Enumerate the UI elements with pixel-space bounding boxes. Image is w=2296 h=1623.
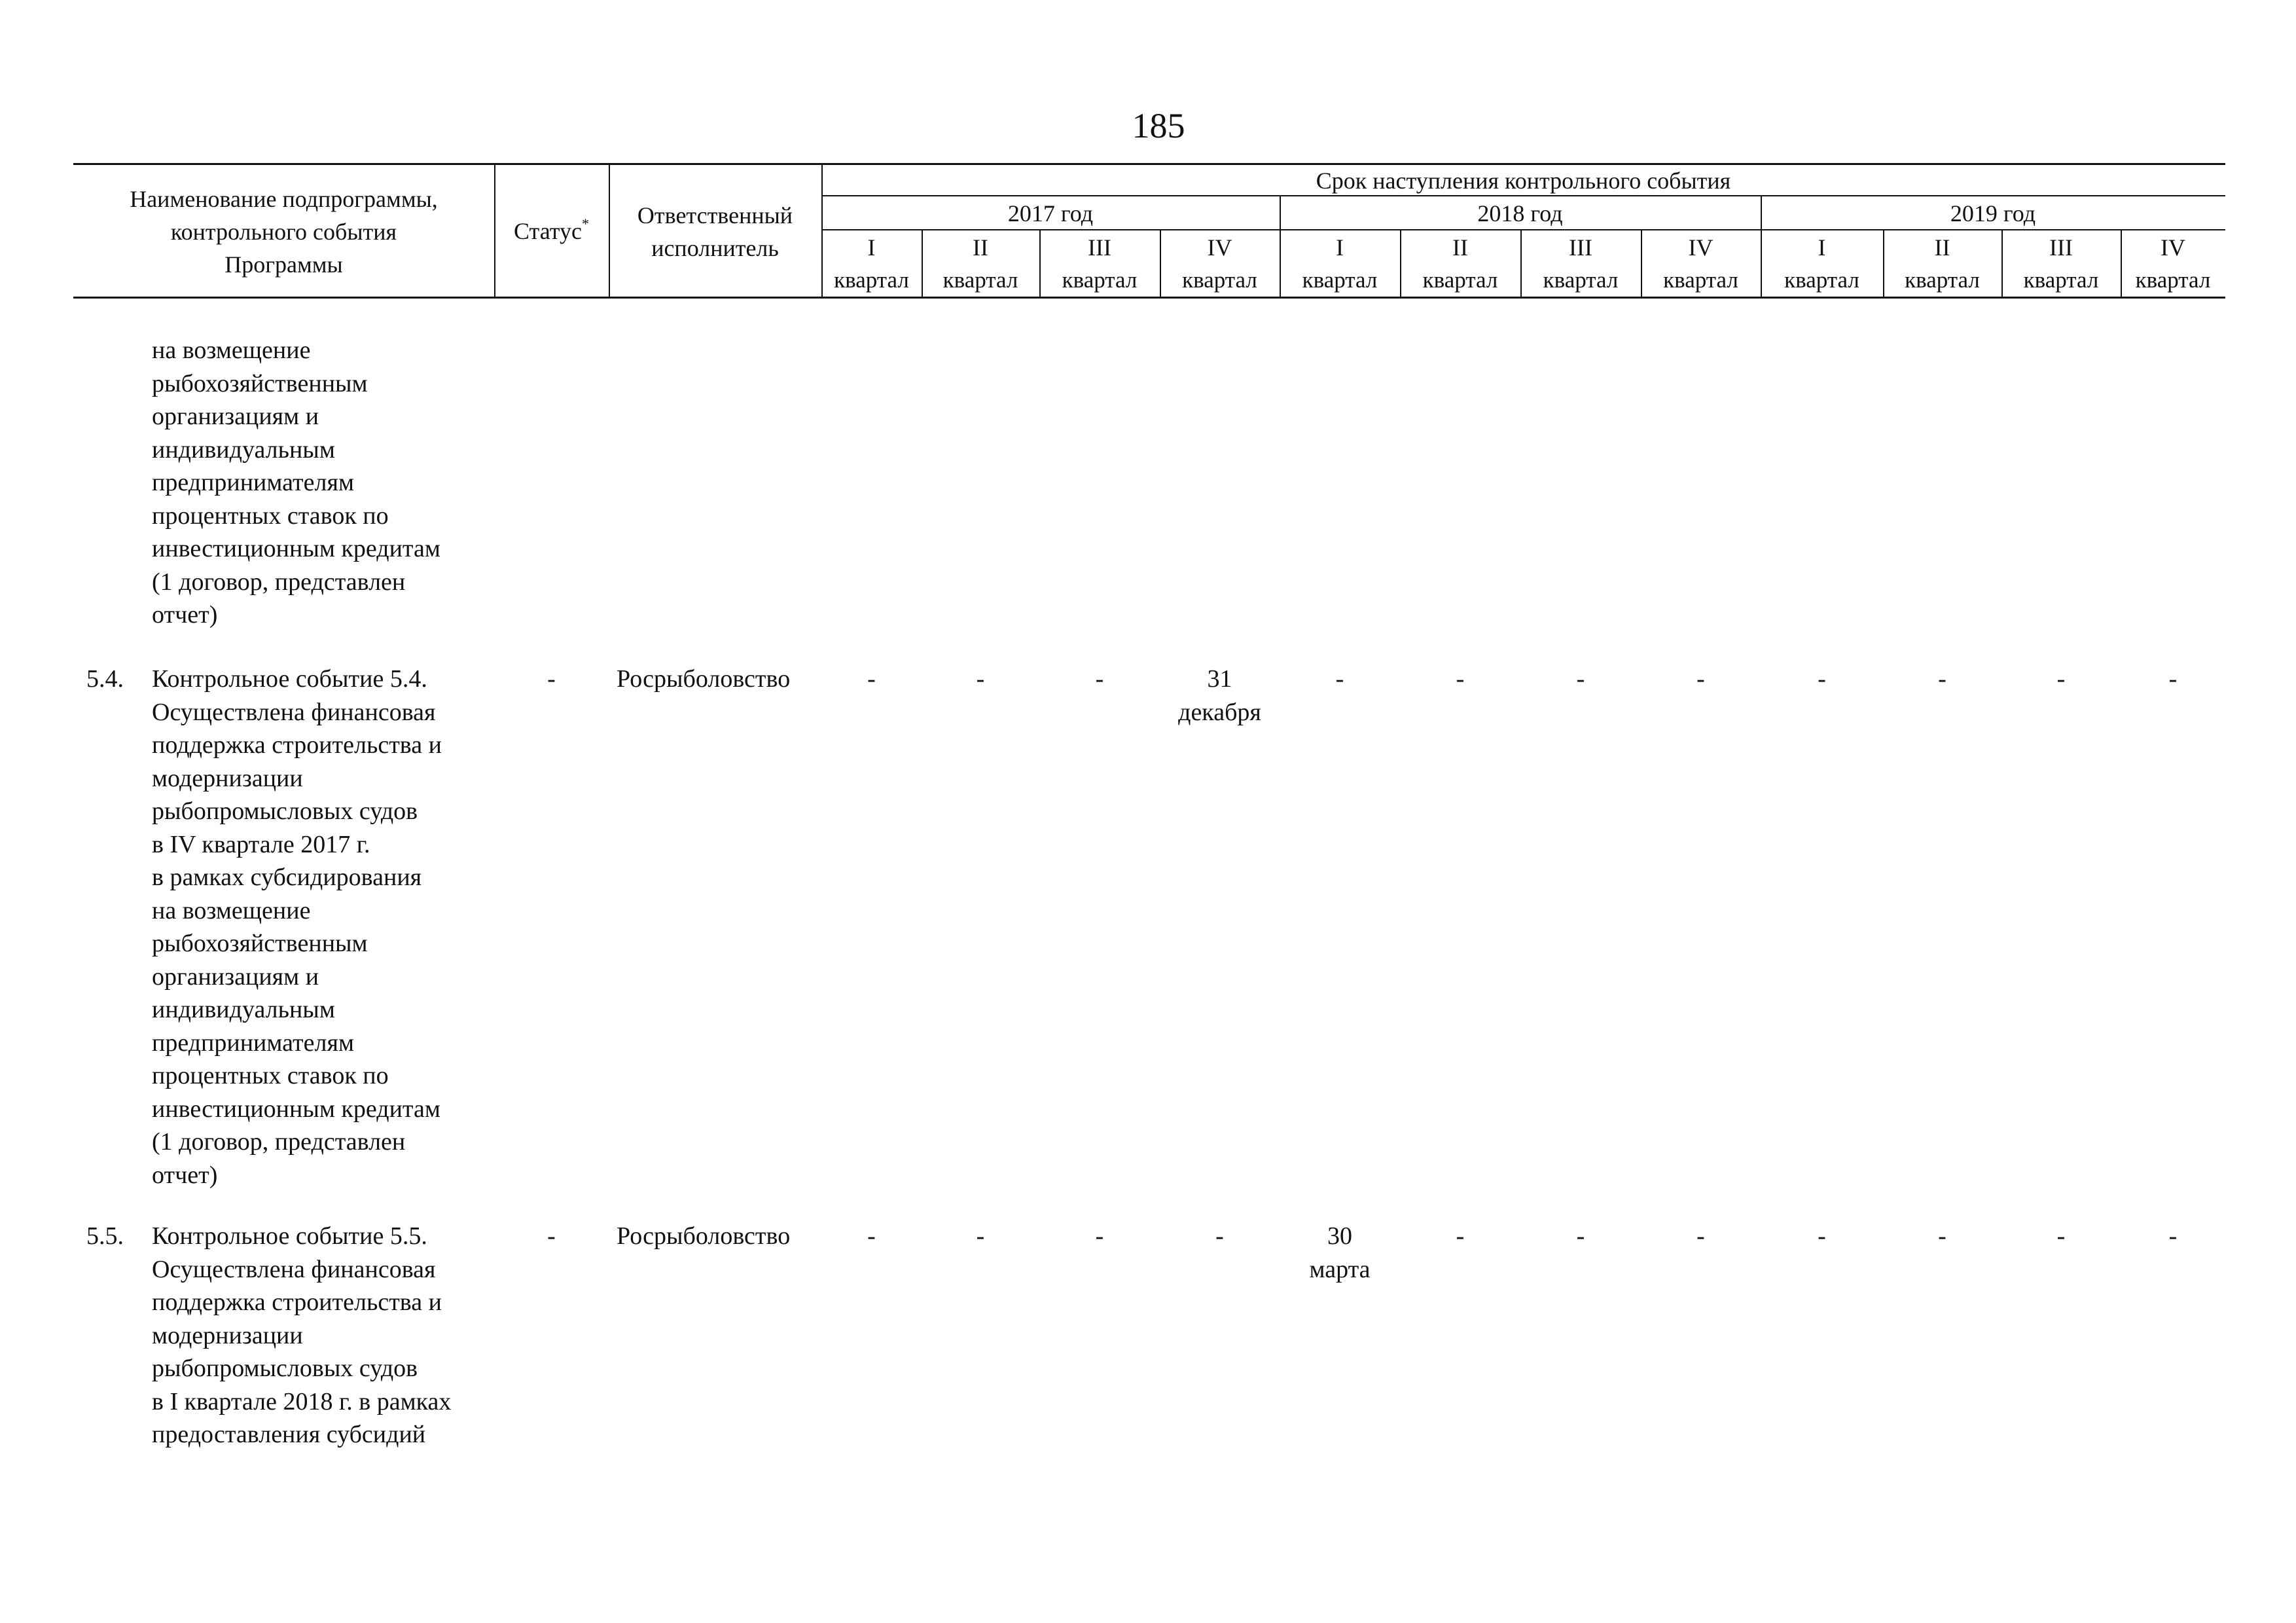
row-quarter-value: - [1696, 665, 1705, 693]
header-year-3: 2019 год [1950, 200, 2036, 227]
row-text-line: предоставления субсидий [152, 1421, 426, 1448]
row-text-line: в IV квартале 2017 г. [152, 830, 370, 858]
row-quarter-value: - [1095, 665, 1104, 693]
row-text-line: индивидуальным [152, 435, 335, 464]
row-text-line: (1 договор, представлен [152, 568, 406, 596]
header-status-label: Статус [514, 218, 582, 244]
row-text-line: (1 договор, представлен [152, 1128, 406, 1156]
row-quarter-value: 31 [1207, 665, 1232, 693]
header-quarter-numeral: IV [1688, 234, 1713, 261]
row-text-line: организациям и [152, 403, 319, 430]
row-quarter-value: - [1696, 1222, 1705, 1250]
row-quarter-value: марта [1309, 1255, 1371, 1283]
row-quarter-value: - [1576, 1222, 1585, 1250]
header-name-line: Наименование подпрограммы, [130, 186, 438, 212]
header-name-line: Программы [224, 251, 343, 278]
row-text-line: поддержка строительства и [152, 1288, 442, 1316]
header-quarter-word: квартал [834, 267, 909, 293]
row-quarter-value: - [1938, 665, 1946, 693]
row-quarter-value: - [2168, 1222, 2178, 1250]
row-number: 5.5. [86, 1222, 124, 1250]
header-quarter-word: квартал [2023, 267, 2099, 293]
row-status: - [547, 1222, 556, 1250]
row-quarter-value: - [1456, 1222, 1465, 1250]
header-quarter-numeral: IV [2161, 234, 2185, 261]
page-number: 185 [1132, 106, 1185, 145]
row-quarter-value: - [1095, 1222, 1104, 1250]
row-status: - [547, 665, 556, 693]
row-quarter-value: - [1576, 665, 1585, 693]
header-year-1: 2017 год [1007, 200, 1094, 227]
row-quarter-value: - [2168, 665, 2178, 693]
row-quarter-value: - [976, 1222, 985, 1250]
row-text-line: рыбохозяйственным [152, 369, 368, 397]
header-quarter-numeral: III [1569, 234, 1592, 261]
header-quarter-word: квартал [1422, 267, 1498, 293]
row-text-line: отчет) [152, 601, 218, 629]
row-text-line: рыбопромысловых судов [152, 797, 418, 825]
row-quarter-value: 30 [1327, 1222, 1352, 1250]
row-text-line: инвестиционным кредитам [152, 535, 440, 562]
header-quarter-numeral: IV [1207, 234, 1232, 261]
header-quarter-word: квартал [1543, 267, 1619, 293]
row-text-line: в рамках субсидирования [152, 864, 422, 891]
row-quarter-value: - [1456, 665, 1465, 693]
header-quarter-word: квартал [2135, 267, 2211, 293]
row-text-line: Осуществлена финансовая [152, 1255, 436, 1283]
header-quarter-numeral: I [1818, 234, 1826, 261]
header-quarter-numeral: III [2049, 234, 2073, 261]
header-deadline-group: Срок наступления контрольного события [1316, 168, 1731, 194]
header-year-2: 2018 год [1477, 200, 1563, 227]
header-responsible-line: Ответственный [637, 202, 793, 228]
row-quarter-value: - [1335, 665, 1344, 693]
row-text-line: модернизации [152, 764, 303, 792]
header-status [494, 215, 609, 251]
row-text-line: процентных ставок по [152, 1062, 389, 1089]
row-quarter-value: - [1215, 1222, 1224, 1250]
header-quarter-numeral: III [1088, 234, 1111, 261]
header-quarter-numeral: I [1336, 234, 1344, 261]
row-text-line: на возмещение [152, 896, 311, 924]
row-quarter-value: - [867, 665, 876, 693]
row-text-line: Осуществлена финансовая [152, 698, 436, 726]
row-text-line: на возмещение [152, 337, 311, 364]
row-text-line: отчет) [152, 1161, 218, 1189]
row-text-line: Контрольное событие 5.5. [152, 1222, 427, 1250]
header-quarter-word: квартал [1182, 267, 1257, 293]
header-quarter-numeral: I [867, 234, 876, 261]
row-quarter-value: - [976, 665, 985, 693]
row-responsible: Росрыболовство [617, 665, 791, 693]
table-header-bottom-rule [73, 297, 2225, 299]
header-quarter-word: квартал [942, 267, 1018, 293]
header-quarter-word: квартал [1302, 267, 1378, 293]
row-quarter-value: декабря [1178, 698, 1261, 726]
header-quarter-word: квартал [1784, 267, 1859, 293]
header-quarter-numeral: II [1452, 234, 1468, 261]
row-quarter-value: - [867, 1222, 876, 1250]
row-responsible: Росрыболовство [617, 1222, 791, 1250]
row-text-line: инвестиционным кредитам [152, 1095, 440, 1123]
row-text-line: рыбопромысловых судов [152, 1355, 418, 1382]
row-text-line: рыбохозяйственным [152, 930, 368, 957]
row-number: 5.4. [86, 665, 124, 693]
row-text-line: поддержка строительства и [152, 731, 442, 759]
row-text-line: организациям и [152, 962, 319, 991]
header-responsible-line: исполнитель [651, 235, 779, 261]
row-text-line: предпринимателям [152, 1029, 355, 1057]
header-quarter-word: квартал [1905, 267, 1980, 293]
header-name-line: контрольного события [170, 219, 397, 245]
row-quarter-value: - [2056, 1222, 2066, 1250]
header-quarter-numeral: II [1934, 234, 1950, 261]
header-quarter-word: квартал [1663, 267, 1738, 293]
header-status-footnote-mark: * [582, 215, 589, 232]
row-text-line: Контрольное событие 5.4. [152, 665, 427, 693]
header-quarter-numeral: II [973, 234, 988, 261]
row-text-line: предпринимателям [152, 469, 355, 496]
header-quarter-word: квартал [1062, 267, 1138, 293]
row-quarter-value: - [1938, 1222, 1946, 1250]
row-text-line: процентных ставок по [152, 501, 389, 530]
row-text-line: модернизации [152, 1321, 303, 1349]
row-quarter-value: - [1818, 1222, 1826, 1250]
row-quarter-value: - [1818, 665, 1826, 693]
row-quarter-value: - [2056, 665, 2066, 693]
row-text-line: индивидуальным [152, 996, 335, 1023]
row-text-line: в I квартале 2018 г. в рамках [152, 1387, 452, 1415]
